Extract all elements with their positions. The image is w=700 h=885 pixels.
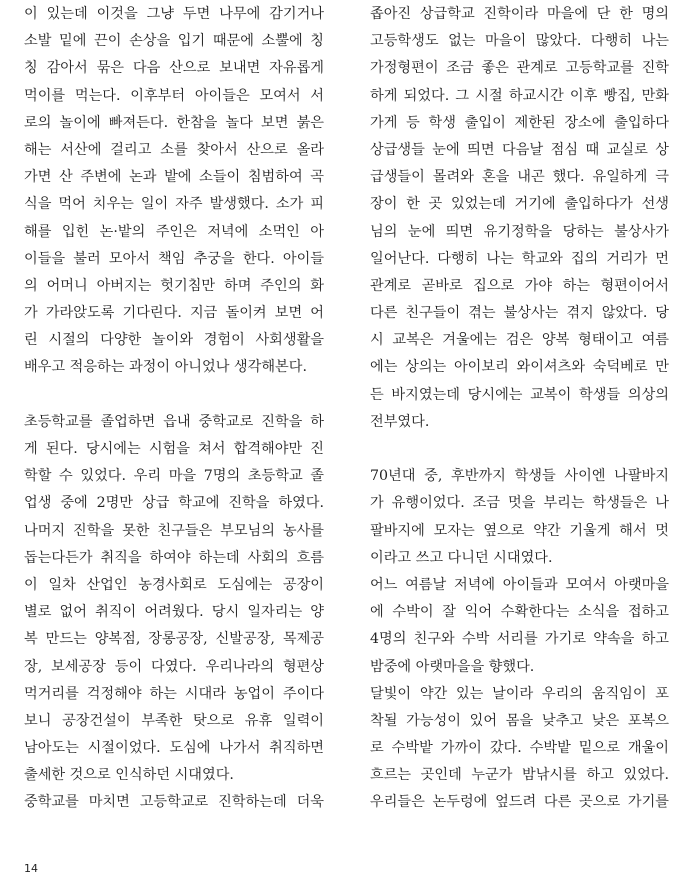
text-line: 칭 감아서 묶은 다음 산으로 보내면 자유롭게	[24, 60, 324, 77]
text-line: 가면 산 주변에 논과 밭에 소들이 침범하여 곡	[24, 169, 324, 186]
text-line: 님의 눈에 띄면 유기정학을 당하는 불상사가	[370, 223, 669, 240]
text-line: 보니 공장건설이 부족한 탓으로 유휴 일력이	[24, 712, 324, 729]
text-line: 해를 입힌 논·밭의 주인은 저녁에 소먹인 아	[24, 223, 324, 240]
text-line: 가 가라앉도록 기다린다. 지금 돌이켜 보면 어	[24, 305, 324, 322]
text-line: 전부였다.	[370, 413, 430, 430]
text-line: 가게 등 학생 출입이 제한된 장소에 출입하다	[370, 114, 669, 131]
text-line: 나머지 진학을 못한 친구들은 부모님의 농사를	[24, 522, 324, 539]
text-line: 관계로 곧바로 집으로 가야 하는 형편이어서	[370, 277, 669, 294]
text-line: 흐르는 곳인데 누군가 밤낚시를 하고 있었다.	[370, 767, 669, 784]
left-paragraph-3	[24, 789, 324, 816]
text-line: 시 교복은 겨울에는 검은 양복 형태이고 여름	[370, 332, 669, 349]
text-line: 이 있는데 이것을 그냥 두면 나무에 감기거나	[24, 6, 324, 22]
text-line: 돕는다든가 취직을 하여야 하는데 사회의 흐름	[24, 549, 324, 566]
right-paragraph-1	[370, 1, 669, 436]
text-line: 급생들이 몰려와 혼을 내곤 했다. 유일하게 극	[370, 169, 669, 186]
right-paragraph-4	[370, 681, 669, 817]
text-line: 일어난다. 다행히 나는 학교와 집의 거리가 먼	[370, 250, 669, 267]
text-line: 어느 여름날 저녁에 아이들과 모여서 아랫마을	[370, 576, 669, 593]
text-line: 고등학생도 없는 마을이 많았다. 다행히 나는	[370, 33, 669, 50]
left-paragraph-2	[24, 409, 324, 790]
paragraph-gap	[24, 382, 324, 409]
text-line: 의 어머니 아버지는 헛기침만 하며 주인의 화	[24, 277, 324, 294]
text-line: 로 수박밭 가까이 갔다. 수박밭 밑으로 개울이	[370, 740, 669, 757]
text-line: 먹이를 먹는다. 이후부터 아이들은 모여서 서	[24, 87, 324, 104]
text-line: 출세한 것으로 인식하던 시대였다.	[24, 767, 234, 784]
text-line: 좁아진 상급학교 진학이라 마을에 단 한 명의	[370, 6, 669, 22]
text-line: 에는 상의는 아이보리 와이셔츠와 숙덕베로 만	[370, 359, 669, 376]
text-line: 게 된다. 당시에는 시험을 쳐서 합격해야만 진	[24, 441, 324, 457]
text-line: 달빛이 약간 있는 날이라 우리의 움직임이 포	[370, 685, 669, 702]
left-column	[24, 1, 324, 817]
right-paragraph-3	[370, 572, 669, 681]
text-line: 에 수박이 잘 익어 수확한다는 소식을 접하고	[370, 604, 669, 621]
text-line: 린 시절의 다양한 놀이와 경험이 사회생활을	[24, 332, 324, 349]
text-line: 로의 놀이에 빠져든다. 한참을 놀다 보면 붉은	[24, 114, 324, 131]
text-line: 이 일차 산업인 농경사회로 도심에는 공장이	[24, 576, 324, 593]
text-line: 해는 서산에 걸리고 소를 찾아서 산으로 올라	[24, 141, 324, 158]
text-line: 먹거리를 걱정해야 하는 시대라 농업이 주이다	[24, 685, 324, 702]
text-line: 장, 보세공장 등이 다였다. 우리나라의 형편상	[24, 658, 324, 675]
text-line: 밤중에 아랫마을을 향했다.	[370, 658, 535, 675]
paragraph-gap	[370, 436, 669, 463]
text-line: 다른 친구들이 겪는 불상사는 겪지 않았다. 당	[370, 305, 669, 322]
text-line: 70년대 중, 후반까지 학생들 사이엔 나팔바지	[370, 468, 669, 485]
right-paragraph-2	[370, 463, 669, 572]
text-line: 중학교를 마치면 고등학교로 진학하는데 더욱	[24, 794, 324, 811]
page-number: 14	[24, 862, 38, 875]
text-line: 초등학교를 졸업하면 읍내 중학교로 진학을 하	[24, 413, 324, 430]
text-line: 착될 가능성이 있어 몸을 낮추고 낮은 포복으	[370, 712, 669, 729]
text-line: 하게 되었다. 그 시절 하교시간 이후 빵집, 만화	[370, 87, 669, 104]
text-line: 팔바지에 모자는 옆으로 약간 기울게 해서 멋	[370, 522, 669, 539]
text-line: 가 유행이었다. 조금 멋을 부리는 학생들은 나	[370, 495, 669, 512]
right-column	[370, 1, 669, 817]
text-line: 장이 한 곳 있었는데 거기에 출입하다가 선생	[370, 196, 669, 213]
text-line: 이라고 쓰고 다니던 시대였다.	[370, 549, 553, 566]
text-line: 복 만드는 양복점, 장롱공장, 신발공장, 목제공	[24, 631, 324, 648]
text-line: 업생 중에 2명만 상급 학교에 진학을 하였다.	[24, 495, 324, 512]
text-line: 남아도는 시절이었다. 도심에 나가서 취직하면	[24, 740, 324, 757]
text-line: 우리들은 논두렁에 엎드려 다른 곳으로 가기를	[370, 794, 669, 811]
text-line: 소발 밑에 끈이 손상을 입기 때문에 소뿔에 칭	[24, 33, 324, 50]
text-line: 식을 먹어 치우는 일이 자주 발생했다. 소가 피	[24, 196, 324, 213]
text-line: 상급생들 눈에 띄면 다음날 점심 때 교실로 상	[370, 141, 669, 158]
text-line: 학할 수 있었다. 우리 마을 7명의 초등학교 졸	[24, 468, 324, 485]
left-paragraph-1	[24, 1, 324, 382]
text-line: 별로 없어 취직이 어려웠다. 당시 일자리는 양	[24, 604, 324, 621]
text-line: 4명의 친구와 수박 서리를 가기로 약속을 하고	[370, 631, 669, 648]
text-line: 든 바지였는데 당시에는 교복이 학생들 의상의	[370, 386, 669, 403]
text-line: 이들을 불러 모아서 책임 추궁을 한다. 아이들	[24, 250, 324, 267]
text-line: 가정형편이 조금 좋은 관계로 고등학교를 진학	[370, 60, 669, 77]
text-line: 배우고 적응하는 과정이 아니었나 생각해본다.	[24, 359, 307, 376]
